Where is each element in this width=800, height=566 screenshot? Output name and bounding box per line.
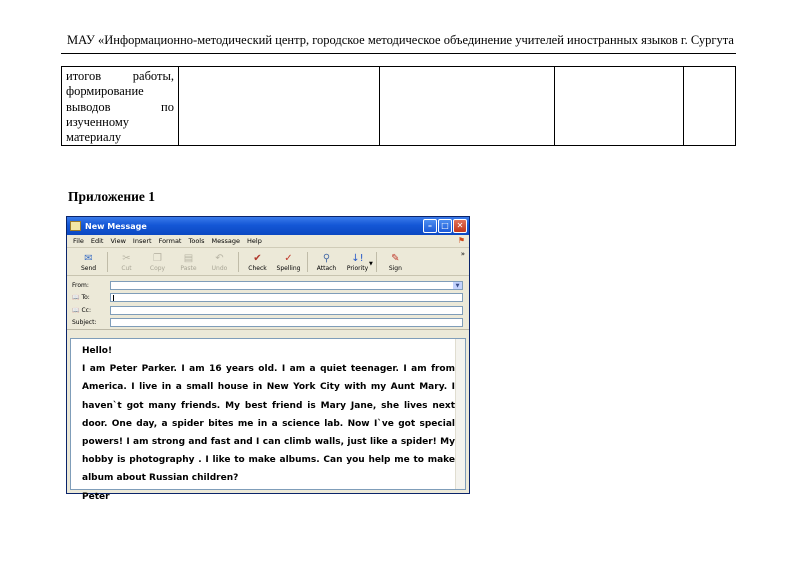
check-label: Check [248,264,267,272]
undo-label: Undo [211,264,228,272]
paste-button[interactable] [173,252,204,272]
menu-help[interactable]: Help [247,237,262,245]
toolbar-separator [307,252,308,272]
header-fields [67,276,469,330]
from-select[interactable] [110,281,463,290]
minimize-button[interactable]: – [423,219,437,233]
to-label-group[interactable] [72,294,110,301]
signature: Peter [82,491,110,502]
priority-icon: ↓! [351,252,364,264]
subject-label: Subject: [72,319,97,327]
header-rule [61,53,736,54]
spelling-button[interactable] [273,252,304,272]
send-label: Send [80,264,97,272]
menu-format[interactable]: Format [158,237,182,245]
envelope-icon [70,221,81,231]
copy-button[interactable] [142,252,173,272]
close-button[interactable]: ✕ [453,219,467,233]
cc-label: Cc: [81,306,91,314]
appendix-title: Приложение 1 [68,189,156,204]
subject-field[interactable] [110,318,463,327]
message-body[interactable] [70,338,466,502]
copy-icon: ❐ [153,252,162,264]
priority-label: Priority [346,264,369,272]
document-table [61,66,736,146]
menu-insert[interactable]: Insert [132,237,152,245]
menu-message[interactable]: Message [211,237,240,245]
windows-flag-icon: ⚑ [457,236,465,245]
chevron-down-icon[interactable]: ▼ [453,282,462,289]
sign-label: Sign [388,264,402,272]
menu-view[interactable]: View [110,237,126,245]
cut-button[interactable] [111,252,142,272]
cell-line: выводов по [66,99,174,114]
check-names-icon: ✔ [253,252,262,264]
toolbar-overflow-icon[interactable]: » [460,250,465,258]
cell-line: формирование [66,84,144,99]
greeting: Hello! [82,346,113,356]
undo-icon: ↶ [215,252,224,264]
copy-label: Copy [149,264,166,272]
cut-label: Cut [121,264,132,272]
cell-line: итогов работы, [66,69,174,83]
menu-bar [67,235,469,248]
table-cell [380,67,555,146]
check-button[interactable] [242,252,273,272]
cc-field[interactable] [110,306,463,315]
title-bar [67,217,469,235]
menu-tools[interactable]: Tools [188,237,205,245]
toolbar-separator [238,252,239,272]
email-window [66,216,470,502]
from-label: From: [72,281,89,289]
undo-button[interactable] [204,252,235,272]
priority-dropdown-icon[interactable]: ▼ [369,260,373,267]
table-cell [179,67,380,146]
paperclip-icon: ⚲ [322,252,331,264]
to-row [72,292,463,305]
spelling-icon: ✓ [284,252,293,264]
window-title: New Message [85,221,147,231]
text-caret [113,295,114,301]
address-book-icon: 📖 [72,306,80,314]
table-cell [555,67,684,146]
paste-icon: ▤ [183,252,194,264]
attach-label: Attach [316,264,337,272]
cc-label-group[interactable] [72,307,110,314]
maximize-button[interactable]: □ [438,219,452,233]
table-cell [62,67,179,146]
message-paragraph: I am Peter Parker. I am 16 years old. I am a quiet teenager. I am from America. I live in a small house in New York City with my Aunt Mary. I haven`t got many friends. My best friend is Mary Jane, she lives next door. One day, a spider bites me in a science lab. Now I`ve got special powers! I am strong and fast and I can climb walls, just like a spider! My hobby is photography . I like to make albums. Can you help me to make album about Russian children? [82,364,455,484]
cell-line: изученному [66,114,130,129]
window-controls [423,219,467,233]
from-row [72,279,463,292]
toolbar [67,248,469,276]
cell-line: материалу [66,130,122,145]
cc-row [72,304,463,317]
attach-button[interactable] [311,252,342,272]
toolbar-separator [376,252,377,272]
subject-row [72,317,463,330]
to-label: To: [81,294,90,302]
sign-button[interactable] [380,252,411,272]
sign-icon: ✎ [391,252,400,264]
send-button[interactable] [73,252,104,272]
menu-edit[interactable]: Edit [90,237,104,245]
paste-label: Paste [180,264,197,272]
scrollbar[interactable] [455,339,465,489]
page-header: МАУ «Информационно-методический центр, городское методическое объединение учителей иностранных языков г. Сургута [67,33,734,47]
table-row [62,67,736,146]
scissors-icon: ✂ [122,252,131,264]
spelling-label: Spelling [276,264,301,272]
send-icon: ✉ [84,252,93,264]
to-field[interactable] [110,293,463,302]
menu-file[interactable]: File [73,237,84,245]
toolbar-separator [107,252,108,272]
address-book-icon: 📖 [72,294,80,302]
table-cell [684,67,736,146]
